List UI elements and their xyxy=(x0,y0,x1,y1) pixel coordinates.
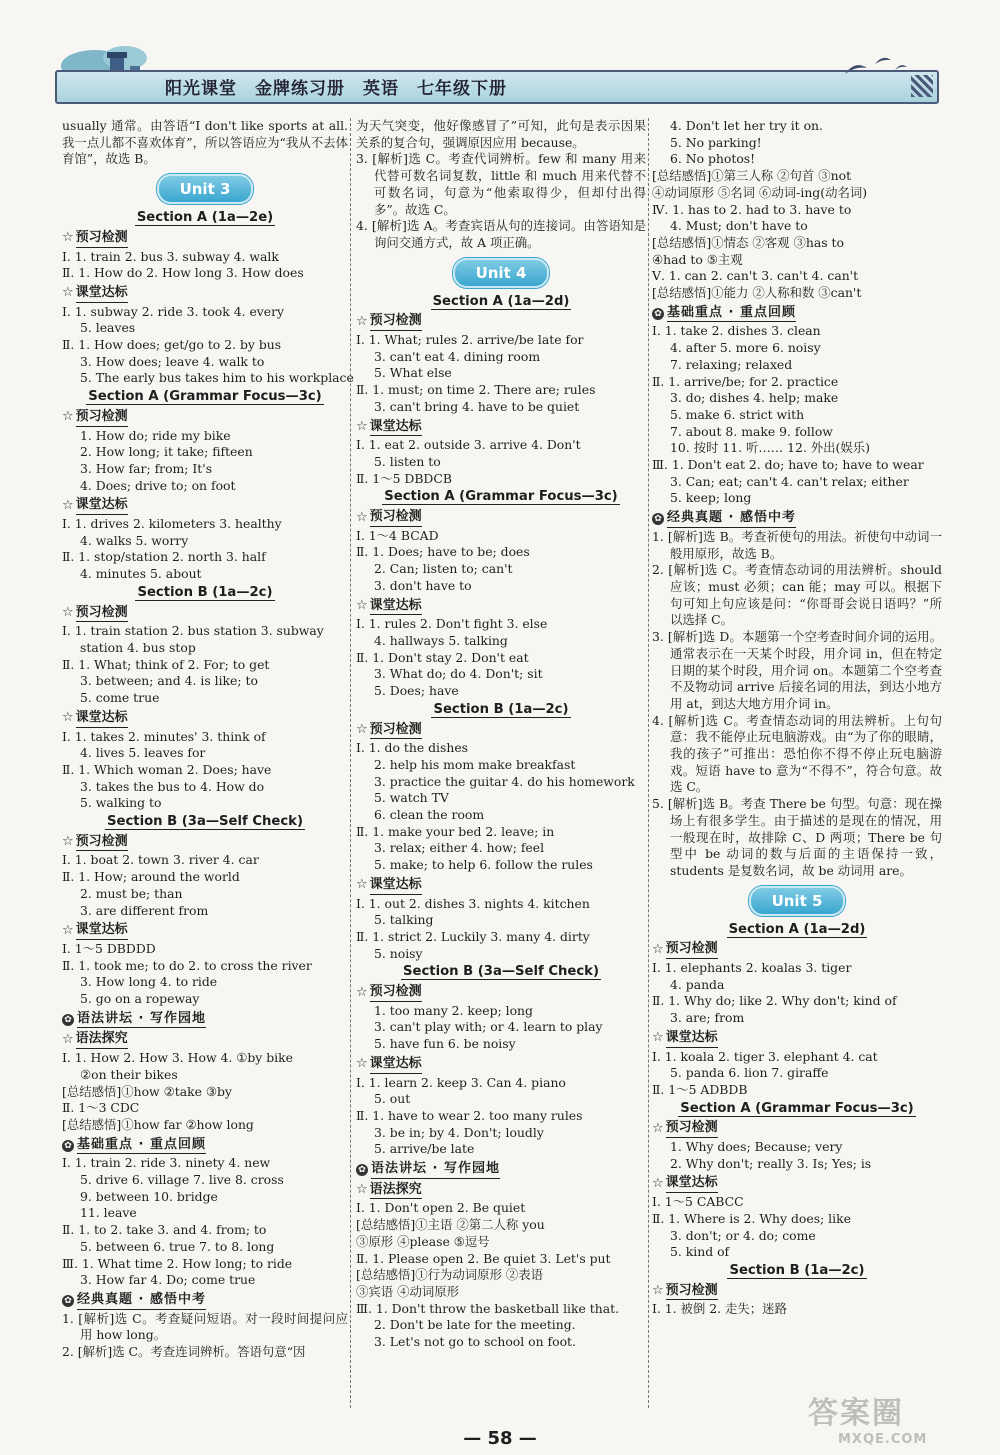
answer-line: [总结感悟]①how far ②how long xyxy=(62,1116,254,1132)
answer-line: Ⅱ. 1. How do 2. How long 3. How does xyxy=(62,265,304,281)
answer-line: Ⅱ. 1. strict 2. Luckily 3. many 4. dirty xyxy=(356,928,590,944)
star-icon: ☆ xyxy=(62,1031,74,1047)
answer-line: Ⅱ. 1. Don't stay 2. Don't eat xyxy=(356,649,529,665)
answer-line: 4. after 5. more 6. noisy xyxy=(670,340,821,356)
subsection-heading-text: 课堂达标 xyxy=(76,497,128,515)
answer-column-1 xyxy=(62,118,354,1361)
answer-line: 5. between 6. true 7. to 8. long xyxy=(80,1238,275,1254)
section-heading xyxy=(356,489,646,506)
explanation-paragraph: 1. [解析]选 C。考查疑问短语。对一段时间提问应用 how long。 xyxy=(62,1310,348,1343)
star-icon: ☆ xyxy=(62,710,74,726)
answer-line: 3. be in; by 4. Don't; loudly xyxy=(374,1124,544,1140)
answer-line: 3. don't; or 4. do; come xyxy=(670,1227,816,1243)
answer-line: 5. drive 6. village 7. live 8. cross xyxy=(80,1172,284,1188)
answer-line: 3. takes the bus to 4. How do xyxy=(80,778,265,794)
answer-line: 5. walking to xyxy=(80,795,162,811)
answer-line: 1. Why does; Because; very xyxy=(670,1139,843,1155)
subsection-heading-text: 课堂达标 xyxy=(666,1030,718,1048)
subsection-heading xyxy=(356,598,646,616)
answer-line: 7. about 8. make 9. follow xyxy=(670,423,833,439)
answer-line: Ⅰ. 1. How 2. How 3. How 4. ①by bike xyxy=(62,1050,293,1066)
answer-line: Ⅱ. 1. make your bed 2. leave; in xyxy=(356,823,555,839)
feature-heading-text: 经典真题 · 感悟中考 xyxy=(77,1292,206,1310)
star-icon: ☆ xyxy=(62,497,74,513)
answer-line: Ⅰ. 1. subway 2. ride 3. took 4. every xyxy=(62,303,285,319)
subsection-heading xyxy=(62,1031,348,1049)
birds-illustration xyxy=(835,44,935,84)
answer-column-3 xyxy=(652,118,942,1318)
subsection-heading-text: 预习检测 xyxy=(76,605,128,623)
feature-heading xyxy=(652,510,942,528)
answer-line: Ⅱ. 1. stop/station 2. north 3. half xyxy=(62,549,266,565)
subsection-heading-text: 语法探究 xyxy=(76,1031,128,1049)
answer-line: station 4. bus stop xyxy=(80,639,196,655)
answer-line: 3. don't have to xyxy=(374,577,472,593)
star-icon: ☆ xyxy=(652,941,664,957)
answer-line: Ⅰ. 1～4 BCAD xyxy=(356,527,439,543)
answer-line: 3. What do; do 4. Don't; sit xyxy=(374,666,543,682)
answer-line: 4. minutes 5. about xyxy=(80,566,202,582)
answer-line: Ⅰ. 1. elephants 2. koalas 3. tiger xyxy=(652,960,852,976)
answer-line: 5. keep; long xyxy=(670,490,752,506)
answer-line: Ⅰ. 1. Don't open 2. Be quiet xyxy=(356,1200,526,1216)
feature-heading-text: 经典真题 · 感悟中考 xyxy=(667,510,796,528)
explanation-paragraph: 1. [解析]选 B。考查祈使句的用法。祈使句中动词一般用原形，故选 B。 xyxy=(652,528,942,561)
explanation-paragraph: 为天气突变，他好像感冒了”可知，此句是表示因果关系的复合句，强调原因应用 because。 xyxy=(356,118,646,150)
section-heading-text: Section A (1a—2d) xyxy=(728,921,866,937)
answer-line: Ⅴ. 1. can 2. can't 3. can't 4. can't xyxy=(652,268,859,284)
answer-line: 4. Must; don't have to xyxy=(670,218,808,234)
subsection-heading-text: 预习检测 xyxy=(370,313,422,331)
answer-line: ②on their bikes xyxy=(80,1066,178,1082)
section-heading xyxy=(652,1263,942,1280)
section-heading-text: Section A (1a—2e) xyxy=(136,210,274,226)
section-heading xyxy=(62,210,348,227)
star-icon: ☆ xyxy=(62,285,74,301)
subsection-heading xyxy=(356,1182,646,1200)
section-heading xyxy=(62,585,348,602)
answer-line: 2. help his mom make breakfast xyxy=(374,756,576,772)
answer-line: Ⅰ. 1～5 DBDDD xyxy=(62,940,156,956)
explanation-paragraph: 3. [解析]选 C。考查代词辨析。few 和 many 用来代替可数名词复数，little 和 much 用来代替不可数名词，句意为“他索取得少，但却付出得多”。故选 C。 xyxy=(356,151,646,217)
section-heading-text: Section A (1a—2d) xyxy=(432,293,570,309)
subsection-heading xyxy=(62,497,348,515)
answer-line: 5. arrive/be late xyxy=(374,1141,475,1157)
answer-line: 10. 按时 11. 听…… 12. 外出(娱乐) xyxy=(670,440,870,456)
section-heading xyxy=(62,814,348,831)
star-icon: ☆ xyxy=(356,598,368,614)
star-icon: ☆ xyxy=(652,1030,664,1046)
answer-line: Ⅱ. 1. took me; to do 2. to cross the river xyxy=(62,957,312,973)
answer-line: Ⅰ. 1. train 2. ride 3. ninety 4. new xyxy=(62,1155,271,1171)
answer-line: 5. make 6. strict with xyxy=(670,406,805,422)
answer-line: 3. between; and 4. is like; to xyxy=(80,673,258,689)
subsection-heading xyxy=(356,313,646,331)
feature-heading xyxy=(62,1011,348,1029)
subsection-heading-text: 预习检测 xyxy=(666,1120,718,1138)
answer-line: Ⅱ. 1. Please open 2. Be quiet 3. Let's put xyxy=(356,1250,611,1266)
explanation-paragraph: 2. [解析]选 C。考查情态动词的用法辨析。should 应该；must 必须；can 能；may 可以。根据下句可知上句应该是问：“你哥哥会说日语吗？”所以选择 C。 xyxy=(652,562,942,628)
subsection-heading xyxy=(62,834,348,852)
answer-line: Ⅰ. 1. boat 2. town 3. river 4. car xyxy=(62,852,259,868)
answer-line: 3. How far 4. Do; come true xyxy=(80,1272,256,1288)
answer-line: [总结感悟]①主语 ②第二人称 you xyxy=(356,1217,545,1233)
answer-line: [总结感悟]①行为动词原形 ②表语 xyxy=(356,1267,544,1283)
section-heading xyxy=(356,294,646,311)
answer-line: 1. too many 2. keep; long xyxy=(374,1002,533,1018)
subsection-heading xyxy=(62,409,348,427)
answer-line: 4. hallways 5. talking xyxy=(374,632,508,648)
answer-line: [总结感悟]①能力 ②人称和数 ③can't xyxy=(652,285,862,301)
star-icon: ☆ xyxy=(652,1175,664,1191)
explanation-paragraph: 3. [解析]选 D。本题第一个空考查时间介词的运用。通常表示在一天某个时段，用介词 in，但在特定日期的某个时段，用介词 on。本题第二个空考查不及物动词 arrive 后接名词的用法，到达小地方用 at，到达大地方用介词 in。 xyxy=(652,629,942,711)
answer-line: 2. must be; than xyxy=(80,885,183,901)
subsection-heading xyxy=(356,877,646,895)
answer-line: [总结感悟]①how ②take ③by xyxy=(62,1083,232,1099)
subsection-heading xyxy=(652,1283,942,1301)
answer-line: 3. can't bring 4. have to be quiet xyxy=(374,398,580,414)
answer-line: Ⅲ. 1. What time 2. How long; to ride xyxy=(62,1255,293,1271)
subsection-heading-text: 课堂达标 xyxy=(370,1056,422,1074)
star-icon: ☆ xyxy=(62,409,74,425)
book-title: 阳光课堂 金牌练习册 英语 七年级下册 xyxy=(165,79,507,99)
answer-line: Ⅰ. 1～5 CABCC xyxy=(652,1194,744,1210)
answer-line: ③宾语 ④动词原形 xyxy=(356,1284,460,1299)
answer-line: Ⅰ. 1. What; rules 2. arrive/be late for xyxy=(356,332,584,348)
section-heading-text: Section B (3a—Self Check) xyxy=(107,814,303,830)
answer-line: Ⅱ. 1. Does; have to be; does xyxy=(356,544,530,560)
explanation-paragraph: 4. [解析]选 C。考查情态动词的用法辨析。上句句意：我不能停止玩电脑游戏。由“为了你的眼睛，我的孩子”可推出：恐怕你不得不停止玩电脑游戏。短语 have to 意为“不得不”，符合句意。故选 C。 xyxy=(652,712,942,795)
column-divider xyxy=(648,118,649,1408)
answer-line: Ⅱ. 1～3 CDC xyxy=(62,1100,140,1116)
subsection-heading xyxy=(356,722,646,740)
section-heading xyxy=(652,1101,942,1118)
page-number: — 58 — xyxy=(463,1428,537,1449)
subsection-heading-text: 课堂达标 xyxy=(370,419,422,437)
section-heading-text: Section B (1a—2c) xyxy=(137,584,273,600)
unit-heading: Unit 3 xyxy=(157,174,253,204)
column-divider xyxy=(350,118,351,1408)
subsection-heading xyxy=(356,509,646,527)
subsection-heading xyxy=(652,1120,942,1138)
answer-line: 5. Does; have xyxy=(374,683,459,699)
star-icon: ☆ xyxy=(356,419,368,435)
subsection-heading-text: 课堂达标 xyxy=(76,285,128,303)
unit-heading: Unit 5 xyxy=(749,886,845,916)
answer-line: Ⅱ. 1. arrive/be; for 2. practice xyxy=(652,373,839,389)
flower-icon: ✿ xyxy=(652,308,664,320)
answer-line: 5. have fun 6. be noisy xyxy=(374,1036,516,1052)
answer-line: Ⅱ. 1. How does; get/go to 2. by bus xyxy=(62,337,282,353)
answer-line: [总结感悟]①第三人称 ②句首 ③not xyxy=(652,168,852,184)
feature-heading-text: 语法讲坛 · 写作园地 xyxy=(77,1011,206,1029)
subsection-heading-text: 预习检测 xyxy=(76,409,128,427)
subsection-heading-text: 课堂达标 xyxy=(370,877,422,895)
subsection-heading xyxy=(62,285,348,303)
answer-line: 2. Don't be late for the meeting. xyxy=(374,1317,576,1333)
flower-icon: ✿ xyxy=(62,1014,74,1026)
answer-line: 5. What else xyxy=(374,365,452,381)
answer-line: Ⅳ. 1. has to 2. had to 3. have to xyxy=(652,201,852,217)
star-icon: ☆ xyxy=(356,509,368,525)
subsection-heading-text: 语法探究 xyxy=(370,1182,422,1200)
answer-line: [总结感悟]①情态 ②客观 ③has to xyxy=(652,234,844,250)
answer-line: 3. How does; leave 4. walk to xyxy=(80,353,265,369)
answer-line: Ⅲ. 1. Don't eat 2. do; have to; have to wear xyxy=(652,457,924,473)
section-heading-text: Section B (3a—Self Check) xyxy=(403,964,599,980)
answer-line: 5. No parking! xyxy=(670,134,762,150)
answer-line: 5. leaves xyxy=(80,320,136,336)
answer-line: 7. relaxing; relaxed xyxy=(670,356,793,372)
answer-line: 4. panda xyxy=(670,976,725,992)
answer-line: Ⅰ. 1. koala 2. tiger 3. elephant 4. cat xyxy=(652,1048,878,1064)
answer-line: 4. Does; drive to; on foot xyxy=(80,477,236,493)
answer-line: 6. clean the room xyxy=(374,807,485,823)
answer-line: Ⅱ. 1. What; think of 2. For; to get xyxy=(62,656,270,672)
answer-line: 5. noisy xyxy=(374,945,423,961)
answer-line: ④动词原形 ⑤名词 ⑥动词-ing(动名词) xyxy=(652,184,868,200)
answer-line: Ⅱ. 1. have to wear 2. too many rules xyxy=(356,1107,583,1123)
answer-line: Ⅰ. 1. train station 2. bus station 3. subway xyxy=(62,623,324,639)
star-icon: ☆ xyxy=(62,922,74,938)
answer-line: 3. do; dishes 4. help; make xyxy=(670,390,839,406)
subsection-heading-text: 预习检测 xyxy=(76,834,128,852)
section-heading-text: Section A (Grammar Focus—3c) xyxy=(680,1100,914,1116)
answer-line: 2. How long; it take; fifteen xyxy=(80,444,253,460)
answer-line: 3. How long 4. to ride xyxy=(80,974,218,990)
answer-line: Ⅱ. 1. to 2. take 3. and 4. from; to xyxy=(62,1222,267,1238)
feature-heading-text: 基础重点 · 重点回顾 xyxy=(667,305,796,323)
feature-heading-text: 基础重点 · 重点回顾 xyxy=(77,1137,206,1155)
section-heading-text: Section B (1a—2c) xyxy=(729,1263,865,1278)
subsection-heading-text: 预习检测 xyxy=(370,984,422,1002)
section-heading xyxy=(356,964,646,981)
star-icon: ☆ xyxy=(652,1120,664,1136)
subsection-heading xyxy=(62,230,348,248)
answer-line: 3. Let's not go to school on foot. xyxy=(374,1334,576,1350)
answer-line: 3. can't eat 4. dining room xyxy=(374,348,541,364)
section-heading xyxy=(652,922,942,939)
star-icon: ☆ xyxy=(356,313,368,329)
page-header xyxy=(55,36,945,104)
answer-line: Ⅰ. 1. takes 2. minutes' 3. think of xyxy=(62,728,266,744)
answer-line: 5. out xyxy=(374,1091,411,1107)
answer-line: 5. kind of xyxy=(670,1244,730,1260)
subsection-heading xyxy=(62,922,348,940)
answer-line: 5. watch TV xyxy=(374,790,449,806)
answer-line: Ⅱ. 1. Which woman 2. Does; have xyxy=(62,761,272,777)
feature-heading xyxy=(356,1161,646,1179)
answer-line: ③原形 ④please ⑤逗号 xyxy=(356,1233,490,1249)
answer-line: 5. panda 6. lion 7. giraffe xyxy=(670,1065,829,1081)
watermark-logo: 答案圈 MXQE.COM xyxy=(808,1396,928,1447)
section-heading-text: Section A (Grammar Focus—3c) xyxy=(384,489,618,505)
feature-heading xyxy=(62,1137,348,1155)
feature-heading xyxy=(62,1292,348,1310)
answer-line: 2. Why don't; really 3. Is; Yes; is xyxy=(670,1155,872,1171)
answer-line: Ⅰ. 1. train 2. bus 3. subway 4. walk xyxy=(62,248,279,264)
answer-line: 4. lives 5. leaves for xyxy=(80,745,206,761)
answer-line: 11. leave xyxy=(80,1205,137,1221)
feature-heading-text: 语法讲坛 · 写作园地 xyxy=(371,1161,500,1179)
star-icon: ☆ xyxy=(652,1283,664,1299)
answer-line: 9. between 10. bridge xyxy=(80,1188,218,1204)
answer-line: Ⅱ. 1～5 DBDCB xyxy=(356,470,452,486)
answer-line: 5. listen to xyxy=(374,453,441,469)
star-icon: ☆ xyxy=(356,1182,368,1198)
star-icon: ☆ xyxy=(356,722,368,737)
explanation-paragraph: 2. [解析]选 C。考查连词辨析。答语句意“因 xyxy=(62,1344,306,1360)
answer-line: 5. come true xyxy=(80,690,160,706)
subsection-heading xyxy=(62,710,348,728)
answer-line: 2. Can; listen to; can't xyxy=(374,561,513,577)
star-icon: ☆ xyxy=(356,984,368,1000)
explanation-paragraph: usually 通常。由答语“I don't like sports at all. 我一点儿都不喜欢体育”，所以答语应为“我从不去体育馆”，故选 B。 xyxy=(62,118,348,167)
star-icon: ☆ xyxy=(356,877,368,893)
section-heading xyxy=(62,389,348,406)
answer-line: Ⅱ. 1～5 ADBDB xyxy=(652,1081,748,1097)
answer-line: Ⅰ. 1. 被倒 2. 走失；迷路 xyxy=(652,1301,787,1317)
answer-line: 3. Can; eat; can't 4. can't relax; either xyxy=(670,473,909,489)
answer-line: 3. are different from xyxy=(80,902,209,918)
section-heading xyxy=(356,702,646,719)
feature-heading xyxy=(652,305,942,323)
explanation-paragraph: 4. [解析]选 A。考查宾语从句的连接词。由答语知是询问交通方式，故 A 项正确。 xyxy=(356,218,646,250)
subsection-heading xyxy=(356,419,646,437)
flower-icon: ✿ xyxy=(652,513,664,525)
answer-line: Ⅰ. 1. drives 2. kilometers 3. healthy xyxy=(62,516,282,532)
flower-icon: ✿ xyxy=(356,1164,368,1176)
section-heading-text: Section B (1a—2c) xyxy=(433,701,569,717)
answer-column-2 xyxy=(356,118,646,1351)
answer-line: Ⅰ. 1. out 2. dishes 3. nights 4. kitchen xyxy=(356,895,590,911)
flower-icon: ✿ xyxy=(62,1295,74,1307)
answer-line: Ⅱ. 1. must; on time 2. There are; rules xyxy=(356,382,596,398)
answer-line: 3. are; from xyxy=(670,1010,745,1026)
section-heading-text: Section A (Grammar Focus—3c) xyxy=(88,389,322,405)
subsection-heading xyxy=(652,1175,942,1193)
explanation-paragraph: 5. [解析]选 B。考查 There be 句型。句意：现在操场上有很多学生。由于描述的是现在的情况，用一般现在时，故排除 C、D 两项；There be 句型中 be 动词的数与后面的主语保持一致，students 是复数名词，故 be 动词用 are。 xyxy=(652,796,942,878)
subsection-heading-text: 预习检测 xyxy=(370,722,422,740)
answer-line: 3. relax; either 4. how; feel xyxy=(374,840,545,856)
subsection-heading-text: 课堂达标 xyxy=(666,1175,718,1193)
subsection-heading-text: 课堂达标 xyxy=(76,922,128,940)
answer-line: Ⅱ. 1. How; around the world xyxy=(62,869,240,885)
answer-line: Ⅰ. 1. take 2. dishes 3. clean xyxy=(652,323,821,339)
subsection-heading xyxy=(652,1030,942,1048)
subsection-heading xyxy=(652,941,942,959)
answer-line: 3. How far; from; It's xyxy=(80,460,213,476)
answer-line: Ⅰ. 1. eat 2. outside 3. arrive 4. Don't xyxy=(356,437,581,453)
subsection-heading-text: 课堂达标 xyxy=(370,598,422,616)
subsection-heading-text: 预习检测 xyxy=(666,941,718,959)
answer-line: 1. How do; ride my bike xyxy=(80,427,231,443)
star-icon: ☆ xyxy=(356,1056,368,1072)
answer-line: Ⅱ. 1. Why do; like 2. Why don't; kind of xyxy=(652,993,897,1009)
subsection-heading xyxy=(356,1056,646,1074)
answer-line: 4. walks 5. worry xyxy=(80,532,189,548)
answer-line: 5. The early bus takes him to his workplace xyxy=(80,370,354,386)
star-icon: ☆ xyxy=(62,605,74,621)
answer-line: 3. practice the guitar 4. do his homework xyxy=(374,773,635,789)
unit-heading: Unit 4 xyxy=(453,258,549,288)
star-icon: ☆ xyxy=(62,834,74,850)
star-icon: ☆ xyxy=(62,230,74,246)
answer-line: ④had to ⑤主观 xyxy=(652,251,743,267)
answer-line: 3. can't play with; or 4. learn to play xyxy=(374,1019,603,1035)
answer-line: 5. go on a ropeway xyxy=(80,991,200,1007)
answer-line: 4. Don't let her try it on. xyxy=(670,118,823,133)
answer-line: 5. make; to help 6. follow the rules xyxy=(374,857,593,873)
subsection-heading-text: 预习检测 xyxy=(76,230,128,248)
answer-line: 5. talking xyxy=(374,912,434,928)
answer-line: Ⅰ. 1. learn 2. keep 3. Can 4. piano xyxy=(356,1074,566,1090)
answer-line: Ⅰ. 1. rules 2. Don't fight 3. else xyxy=(356,616,548,632)
answer-line: 6. No photos! xyxy=(670,151,756,167)
subsection-heading xyxy=(356,984,646,1002)
answer-line: Ⅲ. 1. Don't throw the basketball like that. xyxy=(356,1300,620,1316)
subsection-heading-text: 预习检测 xyxy=(370,509,422,527)
subsection-heading xyxy=(62,605,348,623)
answer-line: Ⅱ. 1. Where is 2. Why does; like xyxy=(652,1210,851,1226)
flower-icon: ✿ xyxy=(62,1140,74,1152)
subsection-heading-text: 预习检测 xyxy=(666,1283,718,1301)
answer-line: Ⅰ. 1. do the dishes xyxy=(356,740,469,756)
subsection-heading-text: 课堂达标 xyxy=(76,710,128,728)
